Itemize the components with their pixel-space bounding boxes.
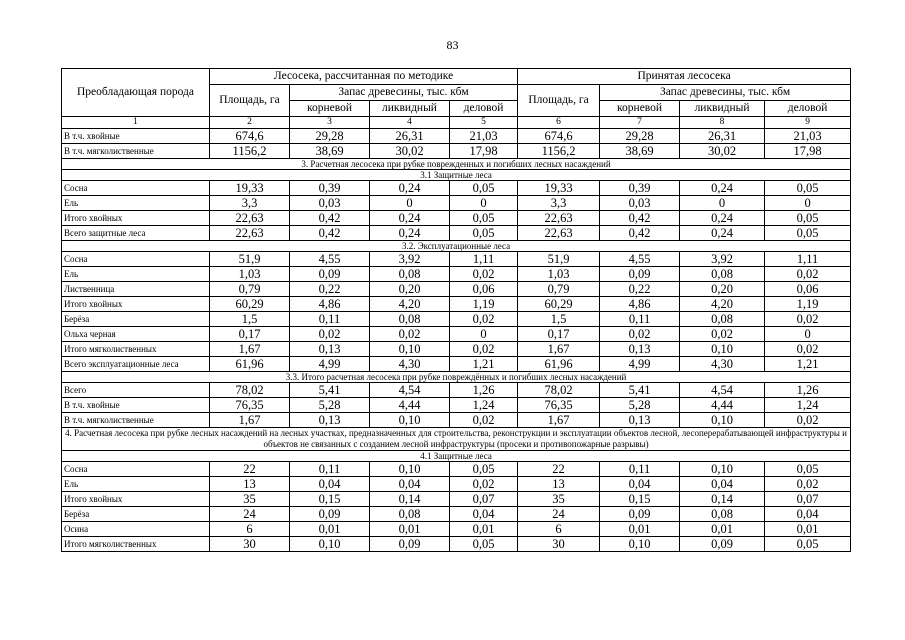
row-value: 0,01 [290, 522, 370, 537]
table-row [62, 477, 851, 492]
row-value: 0,06 [450, 282, 518, 297]
row-value: 0,08 [370, 267, 450, 282]
row-value: 0,13 [600, 413, 680, 428]
table-row [62, 129, 851, 144]
row-value: 29,28 [290, 129, 370, 144]
row-value: 4,54 [370, 383, 450, 398]
row-value: 0,02 [765, 312, 851, 327]
row-label: Сосна [62, 181, 210, 196]
header-timber-stock: Запас древесины, тыс. кбм [600, 85, 851, 101]
row-value: 3,92 [370, 252, 450, 267]
row-value: 1,26 [765, 383, 851, 398]
row-value: 78,02 [518, 383, 600, 398]
row-label: Берёза [62, 312, 210, 327]
row-value: 51,9 [518, 252, 600, 267]
row-value: 1,67 [518, 342, 600, 357]
row-value: 1,26 [450, 383, 518, 398]
row-value: 0,20 [370, 282, 450, 297]
section-heading: 3.2. Эксплуатационные леса [62, 241, 851, 252]
row-value: 1,11 [765, 252, 851, 267]
column-number: 2 [210, 117, 290, 129]
header-root: корневой [290, 101, 370, 117]
row-value: 0,24 [370, 211, 450, 226]
row-value: 3,92 [680, 252, 765, 267]
row-value: 0,09 [600, 267, 680, 282]
row-value: 0,08 [680, 267, 765, 282]
section-heading: 3. Расчетная лесосека при рубке поврежденных и погибших лесных насаждений [62, 159, 851, 170]
row-value: 13 [518, 477, 600, 492]
row-value: 0,02 [370, 327, 450, 342]
row-value: 0,02 [450, 267, 518, 282]
row-value: 35 [518, 492, 600, 507]
row-value: 30 [518, 537, 600, 552]
section-heading: 4. Расчетная лесосека при рубке лесных насаждений на лесных участках, предназначенных для строительства, реконструкции и эксплуатации объектов лесной, лесоперерабатывающей инфраструктуры и объектов не связанных с созданием лесной инфраструктуры (просеки и противопожарные разрывы) [62, 428, 851, 451]
row-value: 4,86 [600, 297, 680, 312]
row-value: 0,02 [450, 312, 518, 327]
row-value: 0,10 [680, 413, 765, 428]
row-value: 0,15 [290, 492, 370, 507]
row-value: 0,10 [680, 462, 765, 477]
row-value: 0,06 [765, 282, 851, 297]
table-row [62, 327, 851, 342]
column-number: 4 [370, 117, 450, 129]
row-value: 4,86 [290, 297, 370, 312]
row-value: 51,9 [210, 252, 290, 267]
row-value: 21,03 [765, 129, 851, 144]
row-value: 0,79 [210, 282, 290, 297]
row-value: 0,01 [765, 522, 851, 537]
row-value: 0,10 [370, 342, 450, 357]
row-value: 0,03 [600, 196, 680, 211]
row-value: 0,42 [600, 211, 680, 226]
row-value: 674,6 [210, 129, 290, 144]
row-value: 1,67 [210, 342, 290, 357]
row-value: 4,30 [680, 357, 765, 372]
table-row [62, 537, 851, 552]
row-value: 1,5 [518, 312, 600, 327]
row-value: 0,17 [518, 327, 600, 342]
row-value: 0,15 [600, 492, 680, 507]
row-value: 4,20 [370, 297, 450, 312]
row-value: 1,19 [450, 297, 518, 312]
row-label: Всего защитные леса [62, 226, 210, 241]
row-label: В т.ч. хвойные [62, 129, 210, 144]
row-value: 29,28 [600, 129, 680, 144]
row-value: 4,44 [680, 398, 765, 413]
row-label: Осина [62, 522, 210, 537]
table-row [62, 267, 851, 282]
row-value: 0,24 [680, 211, 765, 226]
row-label: Ольха черная [62, 327, 210, 342]
row-value: 22,63 [210, 211, 290, 226]
row-value: 0,11 [290, 462, 370, 477]
row-value: 0,20 [680, 282, 765, 297]
row-value: 0,08 [370, 312, 450, 327]
row-value: 0 [370, 196, 450, 211]
section-heading: 3.1 Защитные леса [62, 170, 851, 181]
column-number: 9 [765, 117, 851, 129]
row-value: 0,01 [600, 522, 680, 537]
row-value: 0,09 [290, 267, 370, 282]
row-value: 0,02 [600, 327, 680, 342]
row-value: 0,02 [450, 342, 518, 357]
row-value: 0,01 [680, 522, 765, 537]
row-value: 1,67 [518, 413, 600, 428]
row-value: 1,21 [765, 357, 851, 372]
row-value: 22,63 [518, 211, 600, 226]
table-row [62, 312, 851, 327]
row-value: 0,07 [765, 492, 851, 507]
row-value: 0,08 [680, 507, 765, 522]
row-value: 0,02 [765, 477, 851, 492]
row-value: 0,24 [370, 181, 450, 196]
row-value: 13 [210, 477, 290, 492]
row-value: 0,05 [450, 226, 518, 241]
table-row [62, 522, 851, 537]
row-value: 78,02 [210, 383, 290, 398]
section-row [62, 241, 851, 252]
row-value: 0,10 [680, 342, 765, 357]
row-label: Всего эксплуатационные леса [62, 357, 210, 372]
row-value: 0,01 [370, 522, 450, 537]
column-number: 1 [62, 117, 210, 129]
row-value: 22,63 [518, 226, 600, 241]
row-value: 21,03 [450, 129, 518, 144]
row-label: Итого хвойных [62, 211, 210, 226]
header-accepted-cutting-area: Принятая лесосека [518, 69, 851, 85]
table-row [62, 357, 851, 372]
row-value: 0,05 [450, 462, 518, 477]
row-value: 0,03 [290, 196, 370, 211]
row-value: 0,04 [450, 507, 518, 522]
table-row [62, 252, 851, 267]
header-area-ha: Площадь, га [210, 85, 290, 117]
row-value: 17,98 [450, 144, 518, 159]
table-row [62, 282, 851, 297]
header-root: корневой [600, 101, 680, 117]
row-value: 24 [518, 507, 600, 522]
row-value: 30,02 [370, 144, 450, 159]
row-value: 1,21 [450, 357, 518, 372]
row-value: 0,05 [765, 537, 851, 552]
row-value: 0 [450, 196, 518, 211]
row-value: 76,35 [518, 398, 600, 413]
row-value: 3,3 [210, 196, 290, 211]
row-value: 38,69 [600, 144, 680, 159]
header-area-ha: Площадь, га [518, 85, 600, 117]
row-value: 0,10 [290, 537, 370, 552]
table-row [62, 492, 851, 507]
row-value: 30,02 [680, 144, 765, 159]
row-value: 0,39 [600, 181, 680, 196]
row-label: Всего [62, 383, 210, 398]
row-label: Ель [62, 196, 210, 211]
row-value: 1,24 [450, 398, 518, 413]
row-value: 0,08 [680, 312, 765, 327]
row-value: 38,69 [290, 144, 370, 159]
header-calc-cutting-area: Лесосека, рассчитанная по методике [210, 69, 518, 85]
header-predominant-species: Преобладающая порода [62, 69, 210, 117]
row-value: 0,11 [290, 312, 370, 327]
row-value: 61,96 [518, 357, 600, 372]
row-value: 1,67 [210, 413, 290, 428]
section-heading: 3.3. Итого расчетная лесосека при рубке повреждённых и погибших лесных насаждений [62, 372, 851, 383]
row-value: 0,01 [450, 522, 518, 537]
page-number: 83 [446, 38, 459, 52]
column-number: 7 [600, 117, 680, 129]
row-value: 0,13 [290, 342, 370, 357]
row-value: 0,42 [290, 226, 370, 241]
row-value: 26,31 [680, 129, 765, 144]
row-value: 0,42 [290, 211, 370, 226]
row-value: 24 [210, 507, 290, 522]
row-value: 0,05 [450, 537, 518, 552]
row-value: 0,04 [600, 477, 680, 492]
row-value: 0,05 [450, 181, 518, 196]
row-label: Лиственница [62, 282, 210, 297]
table-row [62, 383, 851, 398]
row-value: 6 [210, 522, 290, 537]
row-value: 30 [210, 537, 290, 552]
row-value: 22 [518, 462, 600, 477]
row-value: 1156,2 [210, 144, 290, 159]
row-value: 4,54 [680, 383, 765, 398]
row-label: В т.ч. хвойные [62, 398, 210, 413]
header-liquid: ликвидный [370, 101, 450, 117]
row-label: Итого мягколиственных [62, 342, 210, 357]
row-value: 0,02 [680, 327, 765, 342]
row-value: 0,04 [680, 477, 765, 492]
row-label: Итого хвойных [62, 297, 210, 312]
row-value: 5,41 [600, 383, 680, 398]
row-value: 22,63 [210, 226, 290, 241]
row-value: 0 [680, 196, 765, 211]
row-value: 4,30 [370, 357, 450, 372]
row-value: 1,03 [518, 267, 600, 282]
row-value: 4,44 [370, 398, 450, 413]
row-value: 0,79 [518, 282, 600, 297]
row-value: 0,08 [370, 507, 450, 522]
row-value: 35 [210, 492, 290, 507]
header-timber-stock: Запас древесины, тыс. кбм [290, 85, 518, 101]
row-value: 0,05 [765, 462, 851, 477]
section-heading: 4.1 Защитные леса [62, 451, 851, 462]
row-value: 0,02 [450, 477, 518, 492]
row-value: 0 [765, 196, 851, 211]
table-row [62, 398, 851, 413]
row-value: 3,3 [518, 196, 600, 211]
row-value: 0,02 [290, 327, 370, 342]
row-value: 0,22 [290, 282, 370, 297]
row-value: 60,29 [518, 297, 600, 312]
row-value: 4,99 [600, 357, 680, 372]
row-value: 0,02 [765, 413, 851, 428]
row-value: 0,02 [765, 342, 851, 357]
row-value: 0,09 [680, 537, 765, 552]
row-value: 1,11 [450, 252, 518, 267]
row-value: 76,35 [210, 398, 290, 413]
row-value: 0,11 [600, 312, 680, 327]
row-value: 61,96 [210, 357, 290, 372]
row-label: В т.ч. мягколиственные [62, 413, 210, 428]
section-row [62, 451, 851, 462]
table-row [62, 211, 851, 226]
section-row [62, 372, 851, 383]
table-row [62, 342, 851, 357]
row-value: 4,55 [600, 252, 680, 267]
row-value: 26,31 [370, 129, 450, 144]
row-value: 0,09 [370, 537, 450, 552]
header-business: деловой [765, 101, 851, 117]
row-value: 0,02 [765, 267, 851, 282]
row-value: 0,10 [370, 413, 450, 428]
row-label: Итого мягколиственных [62, 537, 210, 552]
row-value: 19,33 [210, 181, 290, 196]
row-value: 0,05 [450, 211, 518, 226]
row-value: 0,17 [210, 327, 290, 342]
section-row [62, 170, 851, 181]
row-label: Берёза [62, 507, 210, 522]
row-value: 4,99 [290, 357, 370, 372]
row-value: 0,13 [290, 413, 370, 428]
row-value: 0,02 [450, 413, 518, 428]
row-label: Сосна [62, 462, 210, 477]
row-value: 0,05 [765, 226, 851, 241]
row-value: 4,55 [290, 252, 370, 267]
row-value: 1,5 [210, 312, 290, 327]
row-value: 19,33 [518, 181, 600, 196]
column-number: 8 [680, 117, 765, 129]
table-row [62, 462, 851, 477]
row-value: 0,04 [765, 507, 851, 522]
row-value: 0,07 [450, 492, 518, 507]
row-value: 17,98 [765, 144, 851, 159]
row-label: Ель [62, 477, 210, 492]
row-value: 0,13 [600, 342, 680, 357]
row-value: 5,28 [290, 398, 370, 413]
row-value: 22 [210, 462, 290, 477]
row-value: 1156,2 [518, 144, 600, 159]
column-number: 3 [290, 117, 370, 129]
row-value: 1,03 [210, 267, 290, 282]
row-value: 0,11 [600, 462, 680, 477]
row-value: 5,41 [290, 383, 370, 398]
cutting-area-table [61, 68, 851, 552]
row-value: 0,09 [290, 507, 370, 522]
row-value: 0,42 [600, 226, 680, 241]
table-row [62, 413, 851, 428]
column-number: 5 [450, 117, 518, 129]
row-value: 6 [518, 522, 600, 537]
row-label: Сосна [62, 252, 210, 267]
section-row [62, 159, 851, 170]
row-value: 0,24 [680, 181, 765, 196]
row-value: 0,04 [290, 477, 370, 492]
row-value: 60,29 [210, 297, 290, 312]
row-value: 4,20 [680, 297, 765, 312]
row-value: 0,09 [600, 507, 680, 522]
table-row [62, 226, 851, 241]
row-value: 0,10 [370, 462, 450, 477]
row-value: 1,24 [765, 398, 851, 413]
row-label: Ель [62, 267, 210, 282]
column-number: 6 [518, 117, 600, 129]
table-row [62, 297, 851, 312]
row-value: 0,05 [765, 211, 851, 226]
row-value: 0,22 [600, 282, 680, 297]
row-value: 0,10 [600, 537, 680, 552]
row-label: Итого хвойных [62, 492, 210, 507]
row-value: 0,24 [680, 226, 765, 241]
row-value: 674,6 [518, 129, 600, 144]
row-value: 0,14 [680, 492, 765, 507]
row-value: 0,24 [370, 226, 450, 241]
row-value: 0,04 [370, 477, 450, 492]
row-value: 0,14 [370, 492, 450, 507]
table-row [62, 507, 851, 522]
row-value: 0 [765, 327, 851, 342]
table-row [62, 144, 851, 159]
row-value: 0 [450, 327, 518, 342]
row-value: 0,05 [765, 181, 851, 196]
row-value: 0,39 [290, 181, 370, 196]
header-business: деловой [450, 101, 518, 117]
row-value: 1,19 [765, 297, 851, 312]
table-row [62, 181, 851, 196]
table-row [62, 196, 851, 211]
header-liquid: ликвидный [680, 101, 765, 117]
row-label: В т.ч. мягколиственные [62, 144, 210, 159]
row-value: 5,28 [600, 398, 680, 413]
section-row [62, 428, 851, 451]
